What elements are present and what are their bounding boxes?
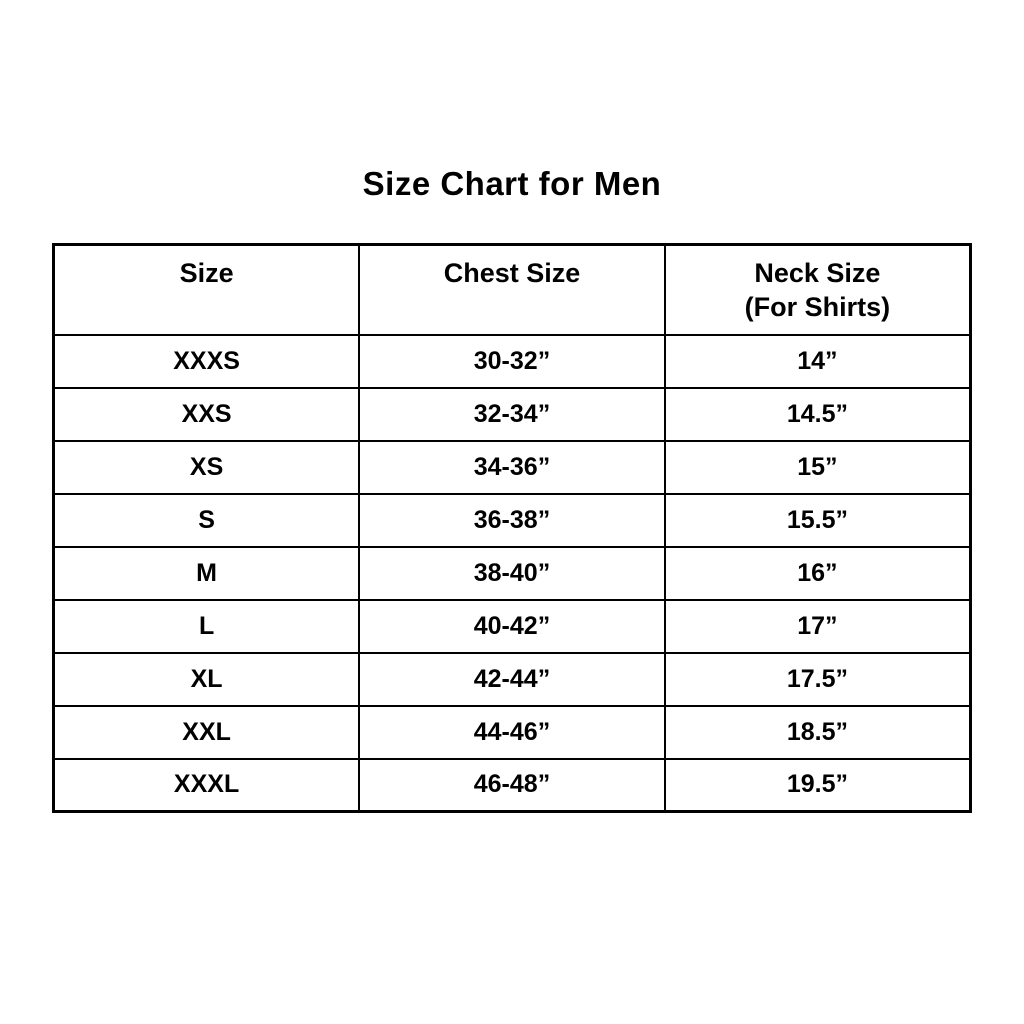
chest-size-cell: 40-42” bbox=[359, 600, 665, 653]
size-cell: XXL bbox=[54, 706, 360, 759]
neck-size-cell: 14” bbox=[665, 335, 971, 388]
size-cell: XS bbox=[54, 441, 360, 494]
size-cell: XXS bbox=[54, 388, 360, 441]
chest-size-cell: 44-46” bbox=[359, 706, 665, 759]
chest-size-cell: 36-38” bbox=[359, 494, 665, 547]
table-row bbox=[54, 759, 971, 812]
neck-size-cell: 17” bbox=[665, 600, 971, 653]
size-table-body bbox=[54, 335, 971, 812]
neck-size-cell: 14.5” bbox=[665, 388, 971, 441]
column-header-chest-size-sublabel bbox=[360, 290, 664, 324]
table-row bbox=[54, 388, 971, 441]
neck-size-cell: 16” bbox=[665, 547, 971, 600]
header-row bbox=[54, 245, 971, 335]
size-cell: L bbox=[54, 600, 360, 653]
neck-size-cell: 15” bbox=[665, 441, 971, 494]
table-row bbox=[54, 494, 971, 547]
table-row bbox=[54, 600, 971, 653]
size-cell: XL bbox=[54, 653, 360, 706]
column-header-size-label: Size bbox=[179, 257, 234, 288]
column-header-chest-size bbox=[359, 245, 665, 335]
table-row bbox=[54, 441, 971, 494]
table-row bbox=[54, 547, 971, 600]
chest-size-cell: 34-36” bbox=[359, 441, 665, 494]
size-chart-table bbox=[52, 243, 972, 813]
column-header-size bbox=[54, 245, 360, 335]
table-row bbox=[54, 653, 971, 706]
size-cell: S bbox=[54, 494, 360, 547]
neck-size-cell: 19.5” bbox=[665, 759, 971, 812]
neck-size-cell: 18.5” bbox=[665, 706, 971, 759]
size-cell: XXXS bbox=[54, 335, 360, 388]
chest-size-cell: 42-44” bbox=[359, 653, 665, 706]
chest-size-cell: 38-40” bbox=[359, 547, 665, 600]
size-cell: XXXL bbox=[54, 759, 360, 812]
column-header-neck-size-sublabel: (For Shirts) bbox=[744, 291, 891, 322]
table-header bbox=[54, 245, 971, 335]
chest-size-cell: 32-34” bbox=[359, 388, 665, 441]
column-header-neck-size bbox=[665, 245, 971, 335]
neck-size-cell: 17.5” bbox=[665, 653, 971, 706]
chest-size-cell: 46-48” bbox=[359, 759, 665, 812]
column-header-chest-size-label: Chest Size bbox=[443, 257, 581, 288]
column-header-size-sublabel bbox=[55, 290, 358, 324]
page-title: Size Chart for Men bbox=[362, 165, 662, 202]
size-cell: M bbox=[54, 547, 360, 600]
column-header-neck-size-label: Neck Size bbox=[754, 257, 881, 288]
chest-size-cell: 30-32” bbox=[359, 335, 665, 388]
neck-size-cell: 15.5” bbox=[665, 494, 971, 547]
table-row bbox=[54, 706, 971, 759]
table-row bbox=[54, 335, 971, 388]
